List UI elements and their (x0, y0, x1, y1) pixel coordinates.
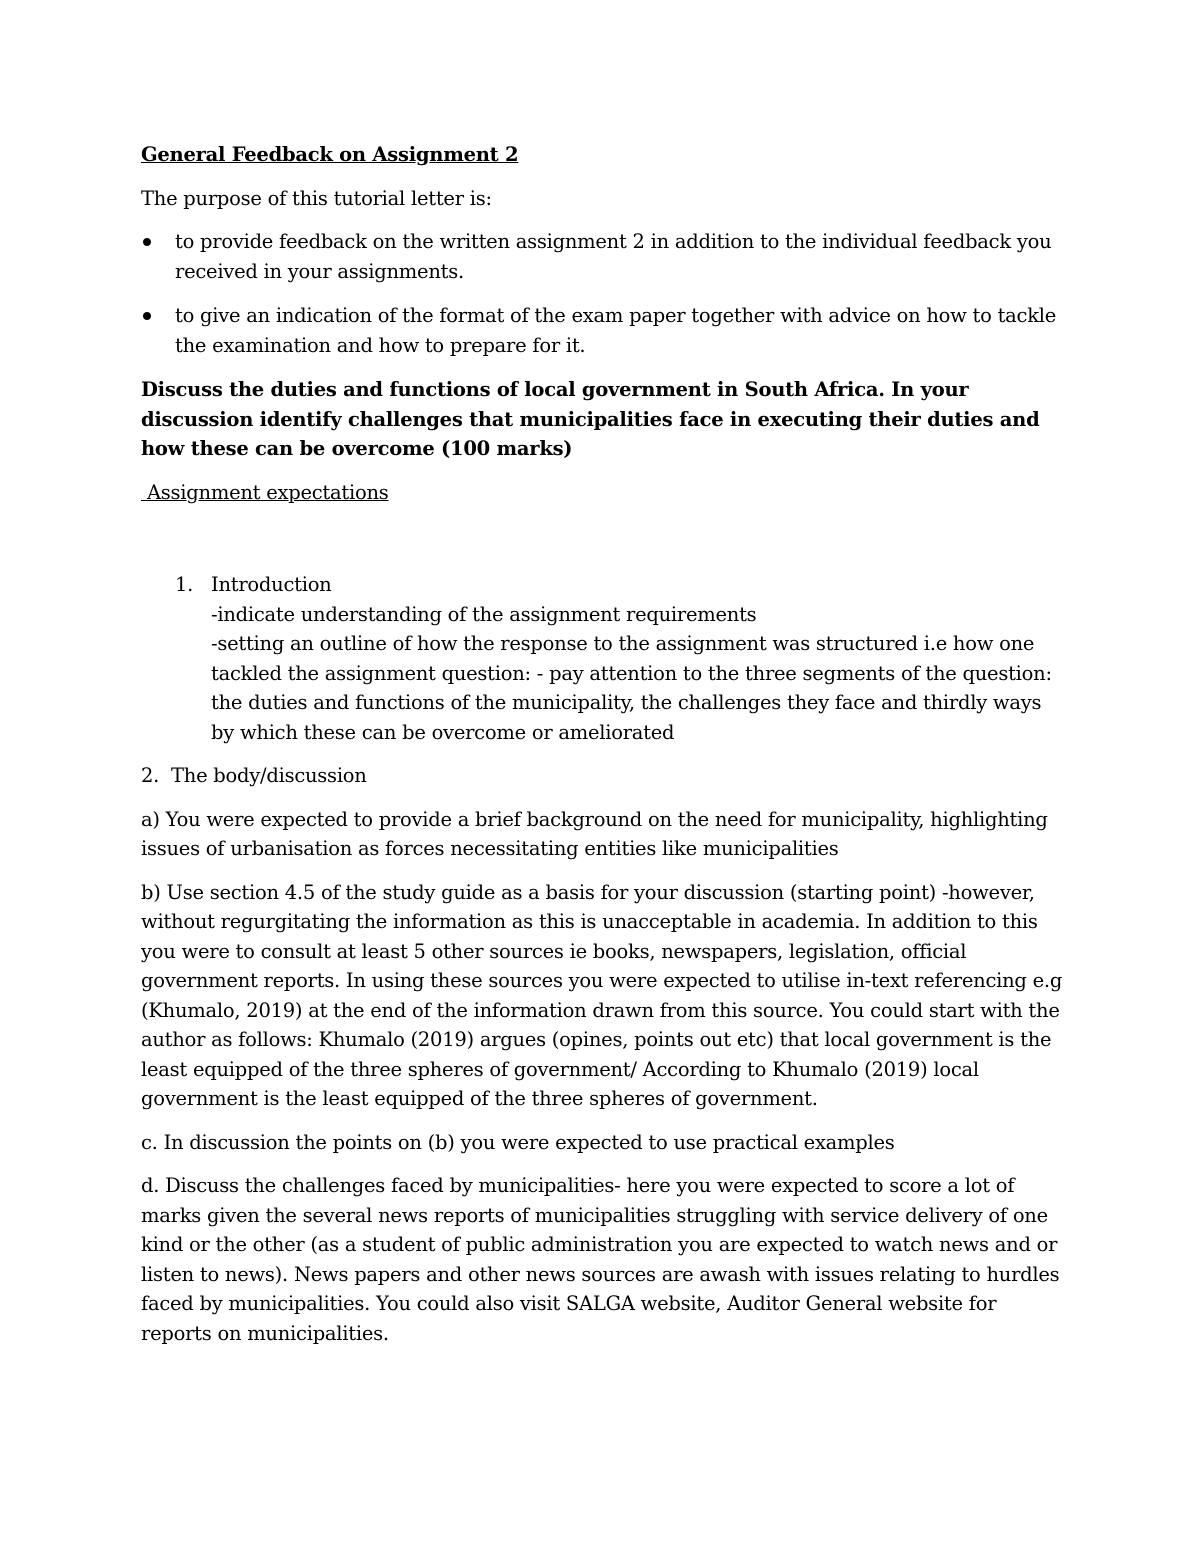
list-item (141, 301, 1066, 360)
list-item (141, 227, 1066, 286)
list-item-text: to give an indication of the format of the exam paper together with advice on how to tackle the examination and how to prepare for it. (175, 304, 1057, 357)
expectations-heading: Assignment expectations (141, 480, 389, 504)
purpose-intro: The purpose of this tutorial letter is: (141, 186, 492, 210)
document-page (141, 140, 1066, 1362)
body-heading: 2. The body/discussion (141, 764, 367, 787)
section-line: -indicate understanding of the assignment requirements (211, 602, 757, 626)
paragraph-b: b) Use section 4.5 of the study guide as a basis for your discussion (starting point) -however, without regurgitating the information as this is unacceptable in academia. In addition to this you were to consult at least 5 other sources ie books, newspapers, legislation, official government reports. In using these sources you were expected to utilise in-text referencing e.g (Khumalo, 2019) at the end of the information drawn from this source. You could start with the author as follows: Khumalo (2019) argues (opines, points out etc) that local government is the least equipped of the three spheres of government/ According to Khumalo (2019) local government is the least equipped of the three spheres of government. (141, 880, 1063, 1110)
document-title: General Feedback on Assignment 2 (141, 143, 519, 166)
assignment-question: Discuss the duties and functions of local government in South Africa. In your discussion identify challenges that municipalities face in executing their duties and how these can be overcome (100 marks) (141, 378, 1040, 460)
list-item-text: to provide feedback on the written assignment 2 in addition to the individual feedback you received in your assignments. (175, 230, 1052, 283)
bullet-icon (143, 238, 151, 246)
paragraph-a: a) You were expected to provide a brief background on the need for municipality, highlighting issues of urbanisation as forces necessitating entities like municipalities (141, 807, 1048, 860)
section-heading: Introduction (211, 573, 332, 596)
bullet-icon (143, 312, 151, 320)
paragraph-d: d. Discuss the challenges faced by municipalities- here you were expected to score a lot of marks given the several news reports of municipalities struggling with service delivery of one kind or the other (as a student of public administration you are expected to watch news and or listen to news). News papers and other news sources are awash with issues relating to hurdles faced by municipalities. You could also visit SALGA website, Auditor General website for reports on municipalities. (141, 1174, 1060, 1345)
introduction-section (141, 570, 1066, 747)
purpose-list (141, 227, 1066, 360)
section-line: -setting an outline of how the response to the assignment was structured i.e how one tackled the assignment question: - pay attention to the three segments of the question: the duties and functions of the municipality, the challenges they face and thirdly ways by which these can be overcome or ameliorated (211, 632, 1052, 744)
paragraph-c: c. In discussion the points on (b) you were expected to use practical examples (141, 1130, 895, 1154)
section-number: 1. (175, 573, 194, 596)
